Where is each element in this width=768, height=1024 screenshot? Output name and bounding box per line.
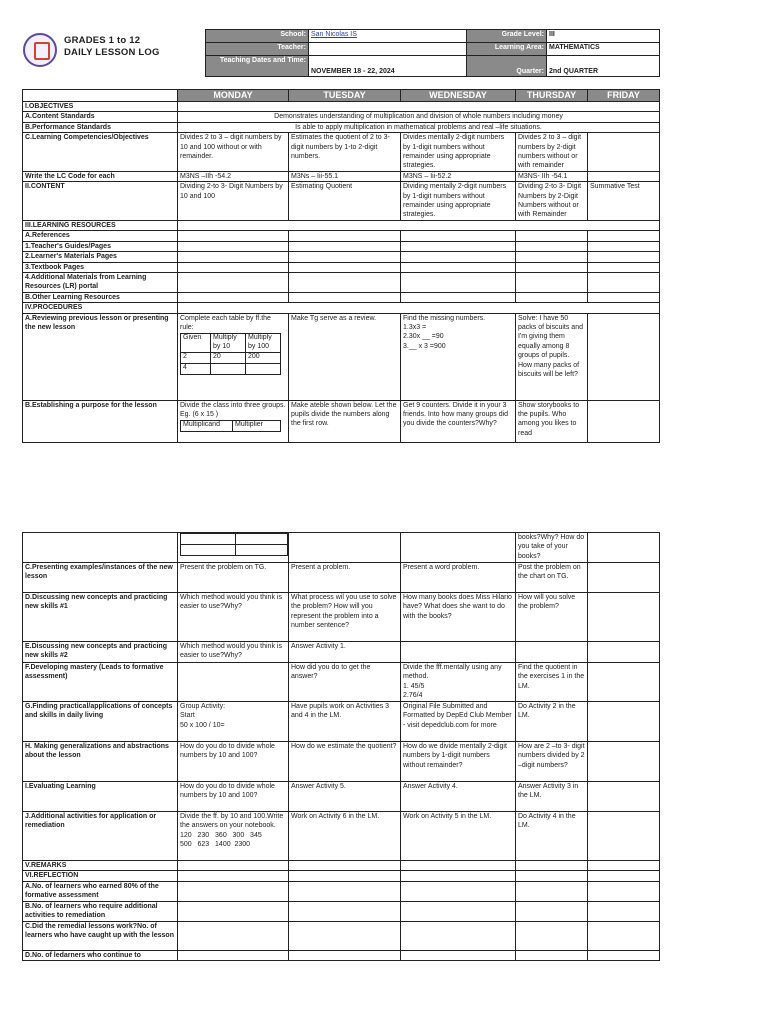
evaluating-label: I.Evaluating Learning <box>23 782 178 812</box>
content-friday: Summative Test <box>588 182 660 221</box>
presenting-thursday: Post the problem on the chart on TG. <box>516 563 588 593</box>
quarter-label: Quarter: <box>467 56 547 77</box>
table-row <box>23 182 660 221</box>
lc-code-label: Write the LC Code for each <box>23 171 178 181</box>
learners-remediation-label: B.No. of learners who require additional activities to remediation <box>23 901 178 921</box>
finding-tuesday: Have pupils work on Activities 3 and 4 in the LM. <box>289 702 401 742</box>
day-friday: FRIDAY <box>588 90 660 102</box>
table-row <box>23 742 660 782</box>
references-label: A.References <box>23 231 178 241</box>
discussing1-wednesday: How many books does Miss Hilario have? What does she want to do with the books? <box>401 593 516 642</box>
finding-label: G.Finding practical/applications of concepts and skills in daily living <box>23 702 178 742</box>
evaluating-tuesday: Answer Activity 5. <box>289 782 401 812</box>
table-row <box>23 241 660 251</box>
table-row <box>23 400 660 442</box>
table-row <box>23 533 660 563</box>
content-thursday: Dividing 2-to 3- Digit Numbers by 2-Digit Numbers without or with Remainder <box>516 182 588 221</box>
performance-standards-label: B.Performance Standards <box>23 122 178 132</box>
table-row <box>23 220 660 230</box>
finding-wednesday: Original File Submitted and Formatted by DepEd Club Member - visit depedclub.com for more <box>401 702 516 742</box>
finding-thursday: Do Activity 2 in the LM. <box>516 702 588 742</box>
discussing2-monday: Which method would you think is easier to use?Why? <box>178 642 289 663</box>
multiplicand-table <box>180 420 281 432</box>
grade-level-label: Grade Level: <box>467 30 547 43</box>
teacher-value <box>309 43 467 56</box>
school-link[interactable]: San Nicolas IS <box>311 31 357 38</box>
generalizations-tuesday: How do we estimate the quotient? <box>289 742 401 782</box>
table-row <box>23 881 660 901</box>
textbook-label: 3.Textbook Pages <box>23 262 178 272</box>
learning-area-label: Learning Area: <box>467 43 547 56</box>
table-row <box>23 133 660 172</box>
finding-monday-line: Group Activity: <box>180 703 226 710</box>
competencies-thursday: Divides 2 to 3 – digit numbers by 2-digit numbers without or with remainder <box>516 133 588 172</box>
reviewing-monday <box>178 313 289 400</box>
mastery-wednesday-line: Divide the fff.mentally using any method. <box>403 664 502 681</box>
grade-level-value: III <box>547 30 660 43</box>
discussing1-thursday: How will you solve the problem? <box>516 593 588 642</box>
header-info-table <box>205 29 660 77</box>
reflection-heading: VI.REFLECTION <box>23 871 178 881</box>
discussing1-monday: Which method would you think is easier to use?Why? <box>178 593 289 642</box>
remedial-work-label: C.Did the remedial lessons work?No. of learners who have caught up with the lesson <box>23 921 178 950</box>
lc-code-tuesday: M3Ns – Iii-55.1 <box>289 171 401 181</box>
content-standards-text: Demonstrates understanding of multiplication and division of whole numbers including money <box>178 112 660 122</box>
table-row <box>23 292 660 302</box>
deped-seal-logo <box>23 33 57 67</box>
rule-table-cell: 4 <box>181 363 211 374</box>
table-row <box>23 122 660 132</box>
content-wednesday: Dividing mentally 2-digit numbers by 1-digit numbers without remainder using appropriate strategies. <box>401 182 516 221</box>
performance-standards-text: Is able to apply multiplication in mathematical problems and real –life situations. <box>178 122 660 132</box>
presenting-label: C.Presenting examples/instances of the new lesson <box>23 563 178 593</box>
multiplicand-header: Multiplicand <box>181 421 233 432</box>
teaching-dates-label: Teaching Dates and Time: <box>206 56 309 77</box>
mastery-label: F.Developing mastery (Leads to formative assessment) <box>23 663 178 702</box>
title-line-2: DAILY LESSON LOG <box>64 47 160 58</box>
additional-materials-label: 4.Additional Materials from Learning Resources (LR) portal <box>23 272 178 292</box>
additional-monday-line: Divide the ff. by 10 and 100.Write the answers on your notebook. <box>180 813 284 830</box>
school-label: School: <box>206 30 309 43</box>
mastery-wednesday <box>401 663 516 702</box>
discussing2-label: E.Discussing new concepts and practicing new skills #2 <box>23 642 178 663</box>
rule-table-cell <box>246 363 281 374</box>
rule-table-cell: 2 <box>181 352 211 363</box>
table-row <box>23 112 660 122</box>
additional-monday-line: 500 623 1400 2300 <box>180 841 251 849</box>
evaluating-thursday: Answer Activity 3 in the LM. <box>516 782 588 812</box>
lesson-log-table-continued <box>22 532 660 961</box>
day-thursday: THURSDAY <box>516 90 588 102</box>
mastery-wednesday-line: 2.76/4 <box>403 692 423 700</box>
discussing1-label: D.Discussing new concepts and practicing new skills #1 <box>23 593 178 642</box>
table-row <box>23 272 660 292</box>
finding-monday <box>178 702 289 742</box>
rule-table-cell <box>211 363 246 374</box>
reviewing-wednesday-line: Find the missing numbers. <box>403 314 486 322</box>
mastery-tuesday: How did you do to get the answer? <box>289 663 401 702</box>
additional-monday-line: 120 230 360 300 345 <box>180 831 262 839</box>
rule-table <box>180 333 281 374</box>
competencies-label: C.Learning Competencies/Objectives <box>23 133 178 172</box>
additional-activities-label: J.Additional activities for application or remediation <box>23 812 178 861</box>
lc-code-wednesday: M3NS – Iii-52.2 <box>401 171 516 181</box>
table-row <box>23 950 660 960</box>
lc-code-thursday: M3NS- IIh -54.1 <box>516 171 588 181</box>
content-standards-label: A.Content Standards <box>23 112 178 122</box>
purpose-wednesday: Get 9 counters. Divide it in your 3 friends. Into how many groups did you divide the counters?Why? <box>401 400 516 442</box>
remarks-heading: V.REMARKS <box>23 861 178 871</box>
rule-table-header: Given <box>181 334 211 352</box>
rule-table-header: Multiply by 10 <box>211 334 246 352</box>
competencies-monday: Divides 2 to 3 – digit numbers by 10 and 100 without or with remainder. <box>178 133 289 172</box>
table-row <box>23 231 660 241</box>
competencies-tuesday: Estimates the quotient of 2 to 3- digit numbers by 1-to 2-digit numbers. <box>289 133 401 172</box>
generalizations-thursday: How are 2 –to 3- digit numbers divided by 2 –digit numbers? <box>516 742 588 782</box>
content-heading: II.CONTENT <box>23 182 178 221</box>
table-row <box>23 563 660 593</box>
table-row <box>23 303 660 313</box>
day-wednesday: WEDNESDAY <box>401 90 516 102</box>
content-tuesday: Estimating Quotient <box>289 182 401 221</box>
purpose-label: B.Establishing a purpose for the lesson <box>23 400 178 442</box>
title-line-1: GRADES 1 to 12 <box>64 35 141 46</box>
purpose-monday <box>178 400 289 442</box>
table-row <box>23 901 660 921</box>
day-tuesday: TUESDAY <box>289 90 401 102</box>
purpose-thursday: Show storybooks to the pupils. Who among you likes to read <box>516 400 588 442</box>
table-row <box>23 171 660 181</box>
learning-area-value: MATHEMATICS <box>547 43 660 56</box>
day-monday: MONDAY <box>178 90 289 102</box>
additional-wednesday: Work on Activity 5 in the LM. <box>401 812 516 861</box>
finding-monday-line: Start <box>180 712 195 720</box>
table-row <box>23 313 660 400</box>
table-row <box>23 642 660 663</box>
competencies-wednesday: Divides mentally 2-digit numbers by 1-digit numbers without remainder using appropriate strategies. <box>401 133 516 172</box>
table-row <box>23 812 660 861</box>
other-resources-label: B.Other Learning Resources <box>23 292 178 302</box>
reviewing-tuesday: Make Tg serve as a review. <box>289 313 401 400</box>
reviewing-wednesday-line: 1.3x3 = <box>403 323 427 331</box>
multiplicand-table-continued <box>180 533 288 556</box>
reviewing-wednesday-line: 3.__ x 3 =900 <box>403 342 446 350</box>
reviewing-monday-instruction: Complete each table by ff.the rule: <box>180 314 271 331</box>
document-title <box>64 35 160 59</box>
learning-resources-heading: III.LEARNING RESOURCES <box>23 220 178 230</box>
rule-table-cell: 200 <box>246 352 281 363</box>
purpose-thursday-continued: books?Why? How do you take of your books? <box>516 533 588 563</box>
table-row <box>23 871 660 881</box>
teachers-guide-label: 1.Teacher's Guides/Pages <box>23 241 178 251</box>
teaching-dates-value: NOVEMBER 18 - 22, 2024 <box>309 56 467 77</box>
objectives-heading: I.OBJECTIVES <box>23 102 178 112</box>
learners-80-label: A.No. of learners who earned 80% of the formative assessment <box>23 881 178 901</box>
evaluating-monday: How do you do to divide whole numbers by 10 and 100? <box>178 782 289 812</box>
teacher-label: Teacher: <box>206 43 309 56</box>
lc-code-monday: M3NS –IIh -54.2 <box>178 171 289 181</box>
reviewing-wednesday-line: 2.30x __ =90 <box>403 333 444 341</box>
additional-tuesday: Work on Activity 6 in the LM. <box>289 812 401 861</box>
multiplier-header: Multiplier <box>233 421 281 432</box>
discussing2-tuesday: Answer Activity 1. <box>289 642 401 663</box>
finding-monday-line: 50 x 100 / 10= <box>180 721 225 729</box>
purpose-monday-line: Eg. (6 x 15 ) <box>180 410 219 418</box>
rule-table-cell: 20 <box>211 352 246 363</box>
discussing1-tuesday: What process wil you use to solve the problem? How will you represent the problem into a number sentence? <box>289 593 401 642</box>
table-row <box>23 702 660 742</box>
quarter-value: 2nd QUARTER <box>547 56 660 77</box>
presenting-tuesday: Present a problem. <box>289 563 401 593</box>
presenting-monday: Present the problem on TG. <box>178 563 289 593</box>
generalizations-label: H. Making generalizations and abstractions about the lesson <box>23 742 178 782</box>
generalizations-wednesday: How do we divide mentally 2-digit numbers by 1-digit numbers without remainder? <box>401 742 516 782</box>
table-row <box>23 663 660 702</box>
day-header-row <box>23 90 660 102</box>
table-row <box>23 782 660 812</box>
lesson-log-table <box>22 89 660 443</box>
mastery-wednesday-line: 1. 45/5 <box>403 682 425 690</box>
table-row <box>23 861 660 871</box>
purpose-tuesday: Make ateble shown below. Let the pupils divide the numbers along the first row. <box>289 400 401 442</box>
reviewing-wednesday <box>401 313 516 400</box>
generalizations-monday: How do you do to divide whole numbers by 10 and 100? <box>178 742 289 782</box>
content-monday: Dividing 2-to 3- Digit Numbers by 10 and 100 <box>178 182 289 221</box>
table-row <box>23 593 660 642</box>
presenting-wednesday: Present a word problem. <box>401 563 516 593</box>
evaluating-wednesday: Answer Activity 4. <box>401 782 516 812</box>
reviewing-thursday: Solve: I have 50 packs of biscuits and I'm giving them equally among 8 groups of pupils. How many packs of biscuits will be left? <box>516 313 588 400</box>
table-row <box>23 252 660 262</box>
learners-materials-label: 2.Learner's Materials Pages <box>23 252 178 262</box>
table-row <box>23 262 660 272</box>
additional-thursday: Do Activity 4 in the LM. <box>516 812 588 861</box>
rule-table-header: Multiply by 100 <box>246 334 281 352</box>
procedures-heading: IV.PROCEDURES <box>23 303 178 313</box>
learners-continue-label: D.No. of ledarners who continue to <box>23 950 178 960</box>
additional-monday <box>178 812 289 861</box>
table-row <box>23 921 660 950</box>
reviewing-label: A.Reviewing previous lesson or presenting the new lesson <box>23 313 178 400</box>
mastery-thursday: Find the quotient in the exercises 1 in the LM. <box>516 663 588 702</box>
purpose-monday-line: Divide the class into three groups. <box>180 401 286 409</box>
table-row <box>23 102 660 112</box>
